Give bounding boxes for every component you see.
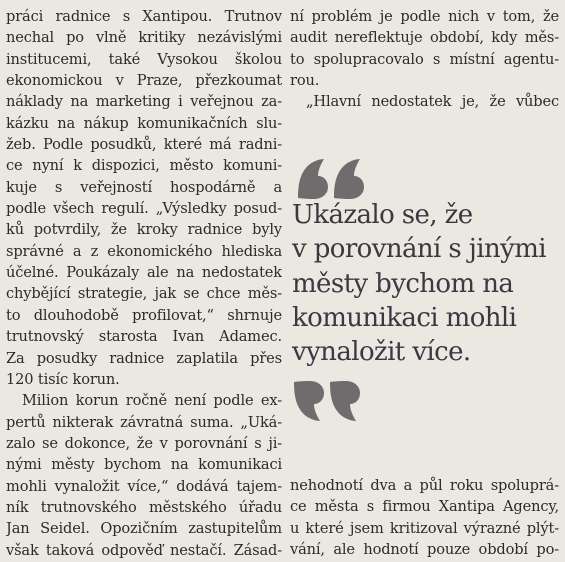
right-text-column-bottom	[290, 475, 559, 560]
text-line: správné a z ekonomického hlediska	[6, 242, 282, 260]
text-line: náklady na marketing i veřejnou za-	[6, 93, 282, 111]
text-line: audit nereflektuje období, kdy měs-	[290, 29, 559, 47]
opening-quote-icon	[294, 154, 366, 202]
closing-quote-icon	[290, 378, 362, 426]
text-line: ků potvrdily, že kroky radnice byly	[6, 221, 282, 239]
text-line: práci radnice s Xantipou. Trutnov	[6, 8, 282, 25]
pull-quote-line: městy bychom na	[292, 268, 514, 299]
pull-quote-line: komunikaci mohli	[292, 302, 517, 333]
text-line: nými městy bychom na komunikaci	[6, 456, 282, 474]
text-line: ní problém je podle nich v tom, že	[290, 8, 559, 25]
text-line: to dlouhodobě profilovat,“ shrnuje	[6, 306, 282, 324]
text-line: však taková odpověď nestačí. Zásad-	[6, 541, 282, 559]
right-text-column-top	[290, 6, 559, 113]
text-line: účelné. Poukázaly ale na nedostatek	[6, 264, 282, 282]
text-line: nechal po vlně kritiky nezávislými	[6, 29, 282, 47]
text-line: Jan Seidel. Opozičním zastupitelům	[6, 520, 282, 538]
text-line: kázku na nákup komunikačních slu-	[6, 114, 282, 132]
pull-quote-line: vynaložit více.	[292, 337, 471, 368]
text-line: to spolupracovalo s místní agentu-	[290, 50, 559, 68]
text-line: 120 tisíc korun.	[6, 370, 120, 388]
text-line: ekonomickou v Praze, přezkoumat	[6, 72, 282, 90]
text-line: Milion korun ročně není podle ex-	[22, 392, 282, 410]
text-line: ce nyní k dispozici, město komuni-	[6, 157, 282, 175]
text-line: zalo se dokonce, že v porovnání s ji-	[6, 434, 282, 452]
text-line: pertů nikterak závratná suma. „Uká-	[6, 413, 282, 431]
text-line: institucemi, také Vysokou školou	[6, 50, 282, 68]
text-line: žeb. Podle posudků, které má radni-	[6, 136, 282, 154]
text-line: ce města s firmou Xantipa Agency,	[290, 498, 559, 516]
text-line: nehodnotí dva a půl roku spoluprá-	[290, 477, 559, 494]
text-line: trutnovský starosta Ivan Adamec.	[6, 328, 282, 346]
text-line: u které jsem kritizoval výrazné plýt-	[290, 519, 559, 537]
text-line: chybějící strategie, jak se chce měs-	[6, 285, 282, 303]
pull-quote-line: Ukázalo se, že	[292, 200, 473, 230]
pull-quote-line: v porovnání s jinými	[292, 234, 546, 265]
left-text-column	[6, 6, 282, 561]
text-line: kuje s veřejností hospodárně a	[6, 178, 282, 196]
text-line: vání, ale hodnotí pouze období po-	[290, 541, 559, 559]
text-line: mohli vynaložit více,“ dodává tajem-	[6, 477, 282, 495]
text-line: „Hlavní nedostatek je, že vůbec	[306, 93, 559, 111]
text-line: Za posudky radnice zaplatila přes	[6, 349, 282, 367]
text-line: ník trutnovského městského úřadu	[6, 498, 282, 516]
text-line: podle všech regulí. „Výsledky posud-	[6, 200, 282, 218]
pull-quote-text	[292, 198, 564, 369]
pull-quote	[290, 150, 562, 470]
text-line: rou.	[290, 72, 320, 90]
